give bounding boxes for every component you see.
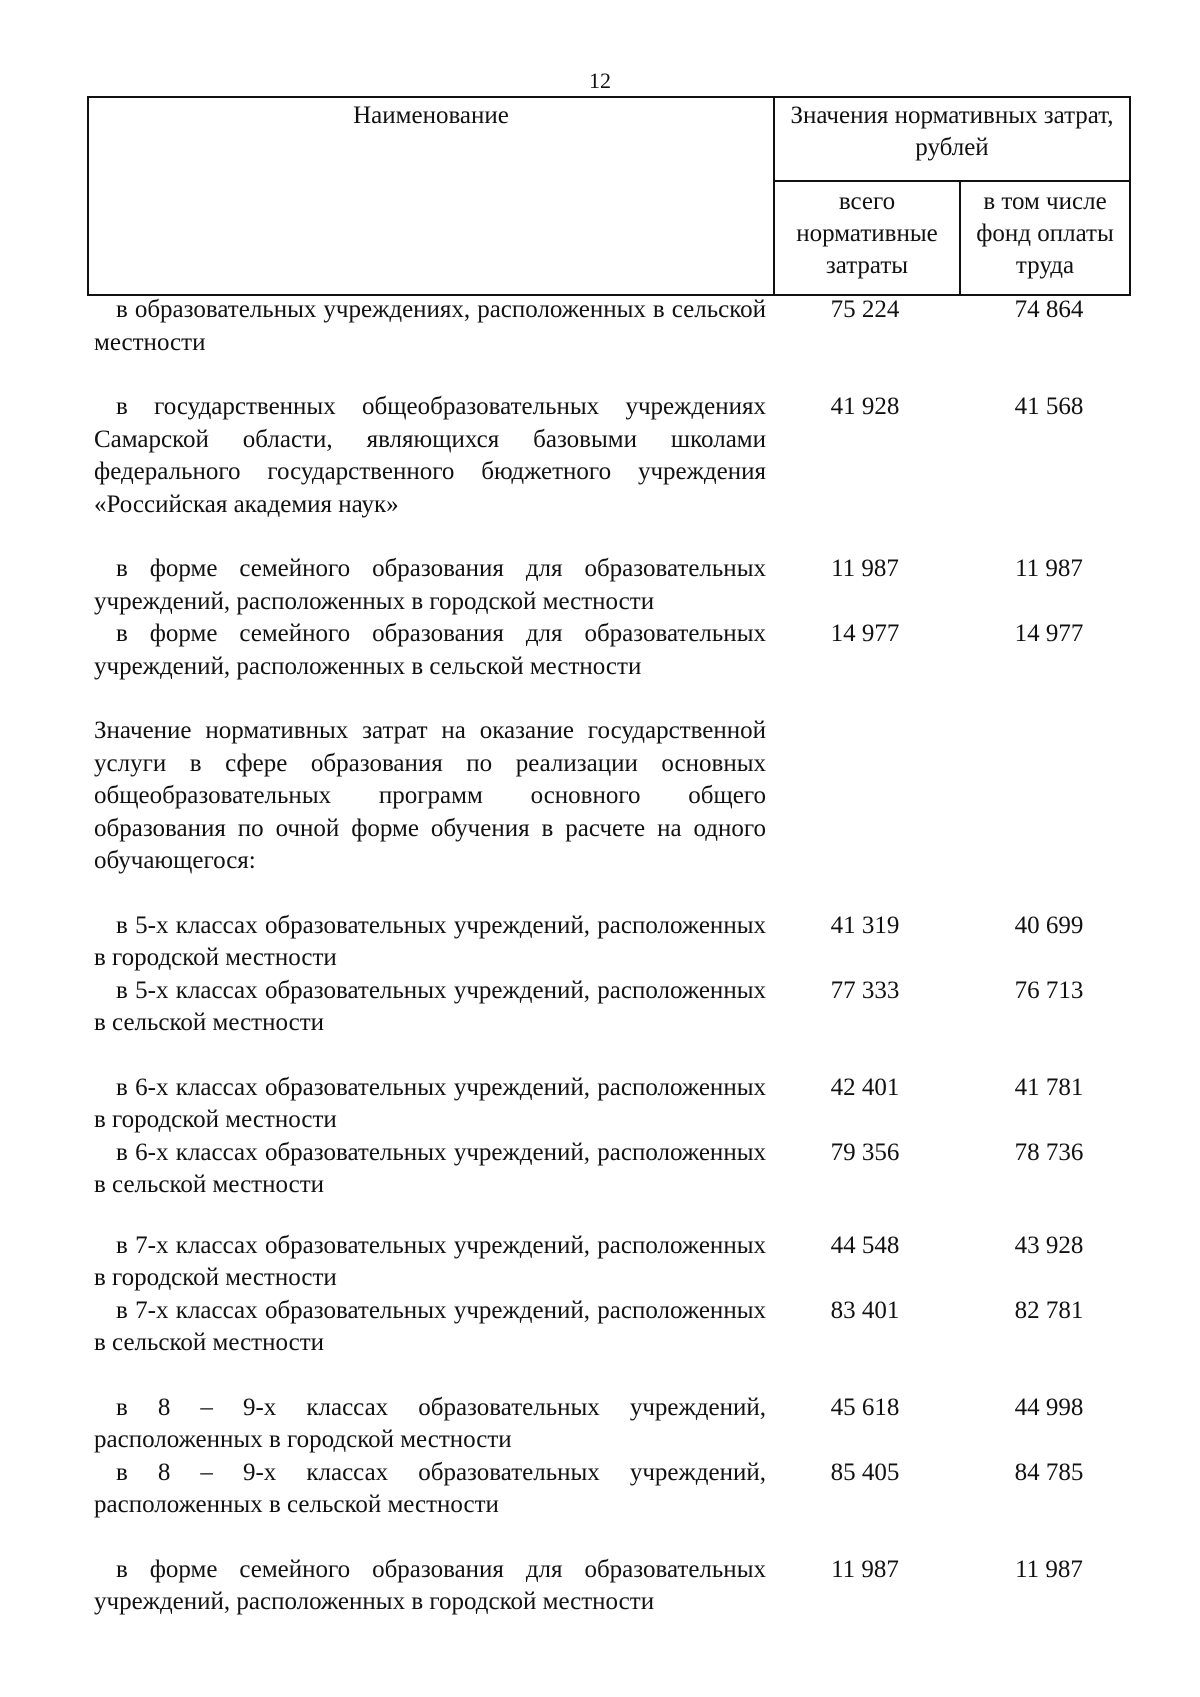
row-total: 83 401 bbox=[830, 1296, 900, 1324]
row-text: в 5-х классах образовательных учреждений, расположенных в городской местности bbox=[94, 911, 766, 971]
row-fund: 14 977 bbox=[1014, 620, 1084, 647]
table-row bbox=[94, 1554, 1134, 1619]
row-text: в форме семейного образования для образовательных учреждений, расположенных в сельской местности bbox=[94, 620, 766, 680]
row-fund: 11 987 bbox=[1015, 1555, 1083, 1583]
row-total: 14 977 bbox=[830, 620, 900, 647]
row-total: 11 987 bbox=[831, 1555, 899, 1583]
table-row bbox=[94, 553, 1134, 618]
row-text: в образовательных учреждениях, расположенных в сельской местности bbox=[94, 296, 766, 356]
row-total: 79 356 bbox=[830, 1138, 900, 1166]
table-row bbox=[94, 1295, 1134, 1360]
table-row bbox=[94, 1072, 1134, 1137]
row-gap bbox=[94, 359, 1134, 391]
row-gap bbox=[94, 1360, 1134, 1392]
row-total: 75 224 bbox=[830, 296, 900, 323]
row-gap bbox=[94, 1522, 1134, 1554]
row-gap bbox=[94, 521, 1134, 553]
row-fund: 84 785 bbox=[1014, 1458, 1084, 1486]
row-total: 77 333 bbox=[830, 976, 900, 1004]
table-row bbox=[94, 715, 1134, 878]
row-total: 11 987 bbox=[831, 555, 899, 582]
row-fund: 76 713 bbox=[1014, 976, 1084, 1004]
row-total: 41 928 bbox=[830, 393, 900, 420]
table-row bbox=[94, 1392, 1134, 1457]
row-text: в 5-х классах образовательных учреждений, расположенных в сельской местности bbox=[94, 976, 766, 1036]
row-fund: 44 998 bbox=[1014, 1393, 1084, 1421]
row-text: в 7-х классах образовательных учреждений, расположенных в сельской местности bbox=[94, 1296, 766, 1356]
table-row bbox=[94, 618, 1134, 683]
row-text: в 7-х классах образовательных учреждений, расположенных в городской местности bbox=[94, 1231, 766, 1291]
row-fund: 43 928 bbox=[1014, 1231, 1084, 1259]
row-text: в 8 – 9-х классах образовательных учреждений, расположенных в сельской местности bbox=[94, 1458, 766, 1518]
row-fund: 74 864 bbox=[1014, 296, 1084, 323]
row-text: в 8 – 9-х классах образовательных учреждений, расположенных в городской местности bbox=[94, 1393, 766, 1453]
row-fund: 41 568 bbox=[1014, 393, 1084, 420]
row-fund: 40 699 bbox=[1014, 911, 1084, 939]
row-fund: 11 987 bbox=[1015, 555, 1083, 582]
table-row bbox=[94, 294, 1134, 359]
page-number: 12 bbox=[589, 68, 611, 93]
row-text: в форме семейного образования для образовательных учреждений, расположенных в городской местности bbox=[94, 1555, 766, 1615]
row-fund: 78 736 bbox=[1014, 1138, 1084, 1166]
row-fund: 41 781 bbox=[1014, 1073, 1084, 1101]
table-row bbox=[94, 1230, 1134, 1295]
row-gap bbox=[94, 1040, 1134, 1072]
row-total: 85 405 bbox=[830, 1458, 900, 1486]
header-fund: в том числе фонд оплаты труда bbox=[960, 181, 1130, 295]
table-row bbox=[94, 910, 1134, 975]
row-text: в форме семейного образования для образовательных учреждений, расположенных в городской местности bbox=[94, 555, 766, 615]
row-gap bbox=[94, 1202, 1134, 1230]
row-total: 42 401 bbox=[830, 1073, 900, 1101]
table-row bbox=[94, 1137, 1134, 1202]
table-row bbox=[94, 391, 1134, 521]
row-text: в 6-х классах образовательных учреждений, расположенных в сельской местности bbox=[94, 1138, 766, 1198]
row-total: 41 319 bbox=[830, 911, 900, 939]
row-fund: 82 781 bbox=[1014, 1296, 1084, 1324]
row-text: в государственных общеобразовательных учреждениях Самарской области, являющихся базовыми школами федерального государственного бюджетного учреждения «Российская академия наук» bbox=[94, 393, 766, 518]
row-text: в 6-х классах образовательных учреждений, расположенных в городской местности bbox=[94, 1073, 766, 1133]
row-gap bbox=[94, 683, 1134, 715]
table-header bbox=[87, 96, 1131, 296]
table-row bbox=[94, 975, 1134, 1040]
header-total: всего нормативные затраты bbox=[774, 181, 960, 295]
table-body bbox=[94, 294, 1134, 1619]
header-name: Наименование bbox=[88, 97, 774, 295]
table-row bbox=[94, 1457, 1134, 1522]
row-gap bbox=[94, 878, 1134, 910]
header-values-group: Значения нормативных затрат, рублей bbox=[774, 97, 1130, 181]
section-heading: Значение нормативных затрат на оказание государственной услуги в сфере образования по реализации основных общеобразовательных программ основного общего образования по очной форме обучения в расчете на одного обучающегося: bbox=[94, 717, 766, 874]
row-total: 44 548 bbox=[830, 1231, 900, 1259]
row-total: 45 618 bbox=[830, 1393, 900, 1421]
